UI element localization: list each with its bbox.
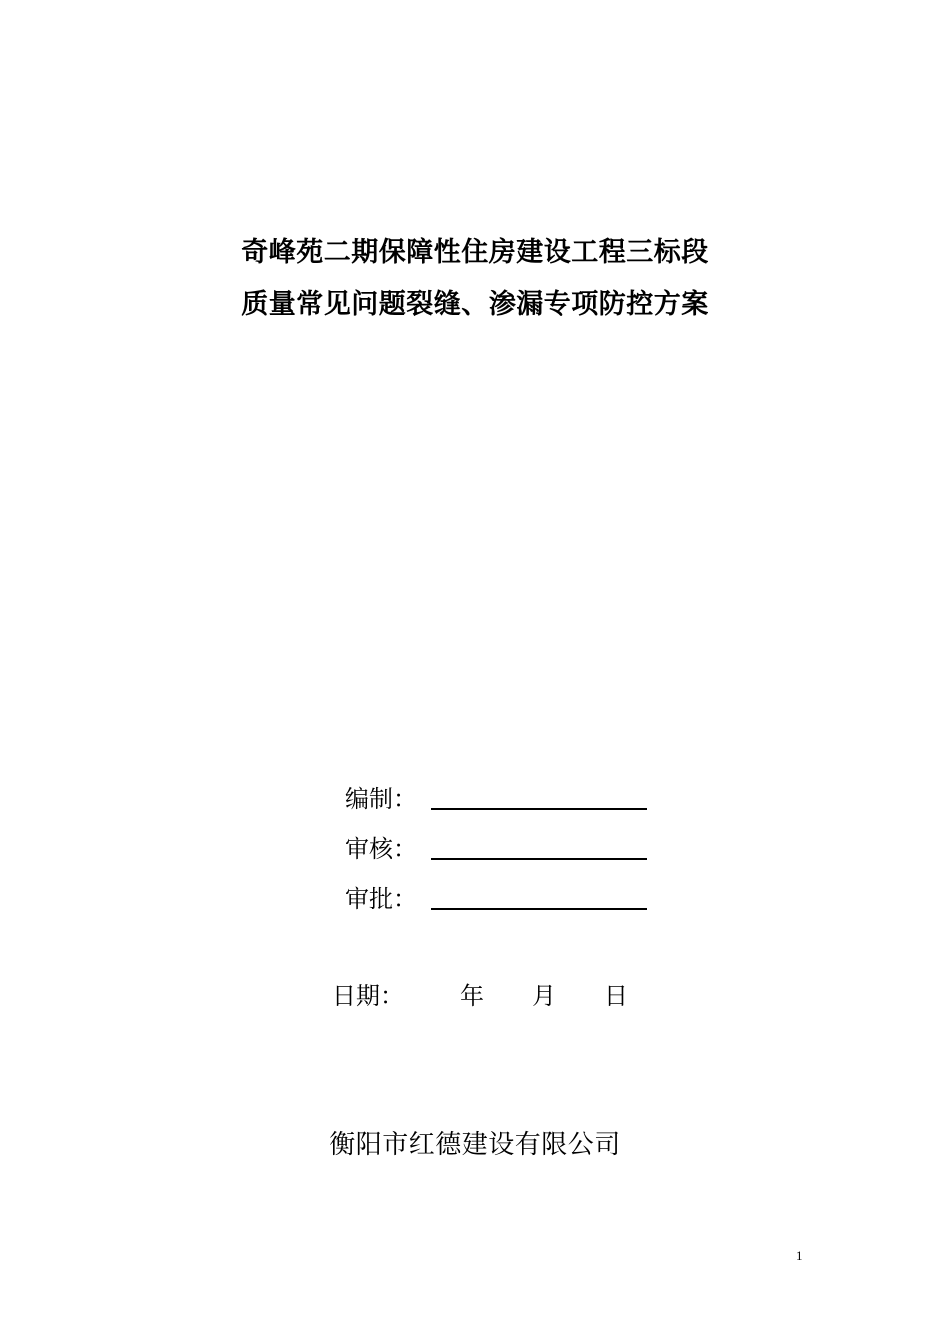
page-number: 1 xyxy=(796,1248,803,1263)
signature-row-approver xyxy=(345,876,647,916)
signature-label-reviewer: 审核： xyxy=(345,835,417,863)
signature-label-approver: 审批： xyxy=(345,885,417,913)
date-month-label: 月 xyxy=(532,982,556,1010)
signature-label-editor: 编制： xyxy=(345,785,417,813)
signature-blank-approver xyxy=(431,884,647,910)
document-title-line-2: 质量常见问题裂缝、渗漏专项防控方案 xyxy=(241,289,709,320)
signature-blank-reviewer xyxy=(431,834,647,860)
date-year-label: 年 xyxy=(460,982,484,1010)
signature-row-reviewer xyxy=(345,826,647,866)
date-label: 日期： xyxy=(332,982,404,1010)
document-title-line-1: 奇峰苑二期保障性住房建设工程三标段 xyxy=(241,237,709,268)
signature-blank-editor xyxy=(431,784,647,810)
date-row xyxy=(332,978,628,1014)
signature-row-editor xyxy=(345,776,647,816)
date-day-label: 日 xyxy=(604,982,628,1010)
company-name: 衡阳市红德建设有限公司 xyxy=(329,1130,621,1160)
